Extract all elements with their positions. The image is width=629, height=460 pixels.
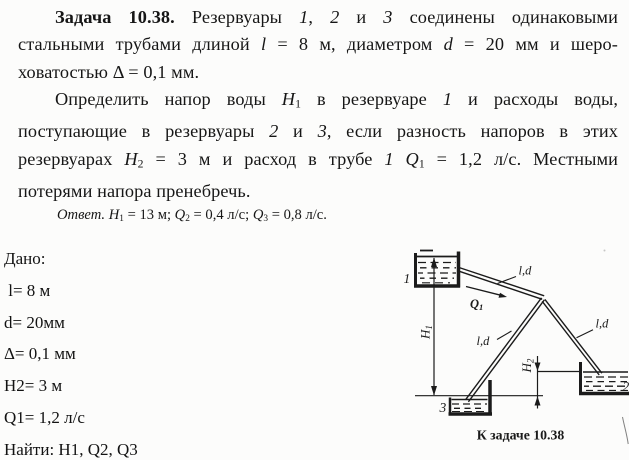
reservoir-1 [404, 251, 461, 288]
scan-artifact-stroke [623, 417, 629, 444]
q1-arrowhead [499, 293, 508, 298]
q1-flow-arrow [466, 287, 507, 313]
reservoir-2 [579, 362, 629, 395]
svg-text:l,d: l,d [477, 334, 491, 348]
given-find: Найти: H1, Q2, Q3 [4, 440, 138, 460]
problem-line-4: Определить напор воды H1 в резервуаре 1 и расходы воды, [18, 86, 618, 118]
water-hatching-2 [584, 377, 628, 390]
problem-line-6: резервуарах H2 = 3 м и расход в трубе 1 Q1 = 1,2 л/с. Местными [18, 146, 618, 178]
given-q1: Q1= 1,2 л/с [4, 408, 85, 428]
scan-artifact-dot [604, 250, 606, 252]
diagram [390, 242, 629, 446]
h1-arrow-down [431, 386, 437, 396]
problem-line-3: ховатостью Δ = 0,1 мм. [18, 59, 618, 86]
pipe-3 [466, 298, 545, 402]
pipe-2-label [577, 317, 610, 338]
diagram-caption: К задаче 10.38 [477, 428, 565, 443]
given-roughness: Δ= 0,1 мм [4, 344, 76, 364]
answer-line: Ответ. H1 = 13 м; Q2 = 0,4 л/с; Q3 = 0,8 л/с. [18, 206, 618, 229]
given-heading: Дано: [4, 249, 45, 269]
reservoir-3-label: 3 [439, 400, 447, 415]
problem-line-7: потерями напора пренебречь. [18, 178, 618, 205]
leader-line [577, 330, 594, 338]
water-hatching-3 [452, 404, 487, 412]
reservoir-1-label: 1 [404, 271, 411, 286]
h2-label: H2 [519, 358, 536, 373]
svg-text:l,d: l,d [519, 264, 533, 278]
pipe-1-label [498, 264, 533, 284]
h2-dimension [519, 356, 581, 409]
water-hatching-1 [418, 263, 456, 283]
given-h2: H2= 3 м [4, 376, 62, 396]
problem-statement [18, 4, 618, 229]
q1-label: Q1 [470, 297, 483, 312]
given-length: l= 8 м [4, 281, 50, 301]
pipe-2 [542, 299, 602, 375]
leader-line [498, 277, 517, 284]
problem-line-1: Задача 10.38. Резервуары 1, 2 и 3 соединены одинаковыми [18, 4, 618, 31]
leader-line [497, 331, 512, 340]
reservoir-3 [439, 380, 493, 416]
svg-text:l,d: l,d [596, 317, 610, 331]
h1-label: H1 [418, 325, 435, 340]
given-diameter: d= 20мм [4, 313, 65, 333]
problem-line-5: поступающие в резервуары 2 и 3, если разность напоров в этих [18, 118, 618, 145]
reservoir-2-label: 2 [623, 379, 629, 394]
h2-arrow-up [535, 396, 541, 405]
problem-line-2: стальными трубами длиной l = 8 м, диаметром d = 20 мм и шеро- [18, 31, 618, 58]
